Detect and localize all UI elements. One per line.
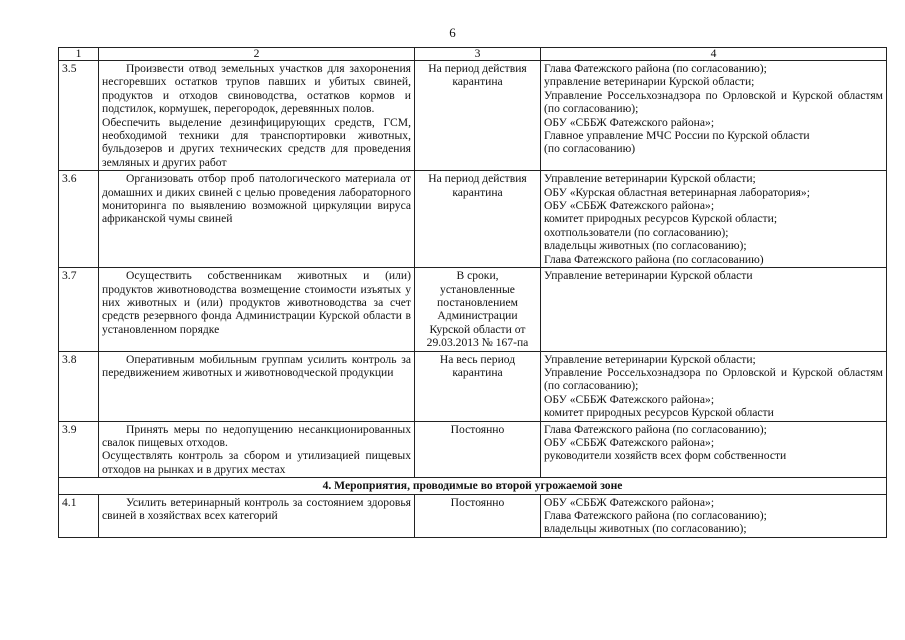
item-responsible	[541, 171, 887, 268]
responsible-line: управление ветеринарии Курской области;	[544, 75, 755, 89]
action-paragraph: Принять меры по недопущению несанкционированных свалок пищевых отходов.	[102, 422, 411, 449]
responsible-line: Глава Фатежского района (по согласованию)	[544, 252, 764, 266]
responsible-line: Главное управление МЧС России по Курской области	[544, 129, 810, 143]
responsible-line: Глава Фатежского района (по согласованию);	[544, 422, 767, 436]
section-title: 4. Мероприятия, проводимые во второй угрожаемой зоне	[59, 478, 887, 494]
item-term: На период действия карантина	[415, 171, 541, 268]
section-heading-row	[59, 478, 887, 494]
item-responsible	[541, 351, 887, 421]
responsible-line: Глава Фатежского района (по согласованию);	[544, 62, 767, 75]
table-row	[59, 171, 887, 268]
responsible-line: владельцы животных (по согласованию);	[544, 522, 747, 536]
responsible-line: ОБУ «СББЖ Фатежского района»;	[544, 495, 715, 509]
table-row	[59, 268, 887, 351]
table-row	[59, 351, 887, 421]
item-responsible	[541, 421, 887, 478]
responsible-line: владельцы животных (по согласованию);	[544, 239, 747, 253]
item-number: 3.8	[59, 351, 99, 421]
responsible-line: Управление ветеринарии Курской области	[544, 269, 753, 283]
measures-table	[58, 47, 887, 538]
responsible-line: комитет природных ресурсов Курской области	[544, 406, 774, 420]
action-paragraph: Обеспечить выделение дезинфицирующих средств, ГСМ, необходимой техники для транспортировки животных, бульдозеров и других технических средств для проведения земляных и других работ	[102, 115, 411, 169]
item-term: В сроки, установленные постановлением Администрации Курской области от 29.03.2013 № 167-па	[415, 268, 541, 351]
responsible-line: (по согласованию)	[544, 142, 636, 156]
action-paragraph: Осуществить собственникам животных и (или) продуктов животноводства возмещение стоимости изъятых у них животных и (или) продуктов животноводства за счет средств резервного фонда Администрации Курской области в установленном порядке	[102, 269, 411, 336]
responsible-line: ОБУ «СББЖ Фатежского района»;	[544, 435, 715, 449]
column-number-2: 2	[99, 48, 415, 61]
item-action	[99, 171, 415, 268]
column-number-4: 4	[541, 48, 887, 61]
action-paragraph: Произвести отвод земельных участков для захоронения несгоревших остатков трупов павших и убитых свиней, продуктов и отходов свиноводства, остатков кормов и подстилок, кормушек, перегородок, деревянных полов.	[102, 62, 411, 116]
responsible-line: Управление Россельхознадзора по Орловской и Курской областям (по согласованию);	[544, 365, 883, 393]
responsible-line: Управление Россельхознадзора по Орловской и Курской областям (по согласованию);	[544, 88, 883, 116]
responsible-line: комитет природных ресурсов Курской области;	[544, 212, 778, 226]
action-paragraph: Усилить ветеринарный контроль за состоянием здоровья свиней в хозяйствах всех категорий	[102, 495, 411, 522]
item-term: На весь период карантина	[415, 351, 541, 421]
responsible-line: ОБУ «СББЖ Фатежского района»;	[544, 199, 715, 213]
table-row	[59, 494, 887, 537]
item-responsible	[541, 268, 887, 351]
responsible-line: охотпользователи (по согласованию);	[544, 225, 729, 239]
item-action	[99, 351, 415, 421]
responsible-line: Управление ветеринарии Курской области;	[544, 352, 756, 366]
responsible-line: руководители хозяйств всех форм собственности	[544, 449, 787, 463]
item-number: 3.6	[59, 171, 99, 268]
item-action	[99, 421, 415, 478]
item-action	[99, 61, 415, 171]
item-action	[99, 494, 415, 537]
item-number: 3.5	[59, 61, 99, 171]
responsible-line: Управление ветеринарии Курской области;	[544, 172, 756, 186]
table-row	[59, 421, 887, 478]
table-row	[59, 61, 887, 171]
responsible-line: ОБУ «СББЖ Фатежского района»;	[544, 392, 715, 406]
column-number-1: 1	[59, 48, 99, 61]
responsible-line: Глава Фатежского района (по согласованию);	[544, 509, 767, 522]
item-number: 3.7	[59, 268, 99, 351]
column-number-row	[59, 48, 887, 61]
item-number: 3.9	[59, 421, 99, 478]
item-responsible	[541, 494, 887, 537]
item-number: 4.1	[59, 494, 99, 537]
responsible-line: ОБУ «СББЖ Фатежского района»;	[544, 115, 715, 129]
item-term: На период действия карантина	[415, 61, 541, 171]
action-paragraph: Организовать отбор проб патологического материала от домашних и диких свиней с целью проведения лабораторного мониторинга по выявлению возможной циркуляции вируса африканской чумы свиней	[102, 172, 411, 226]
item-term: Постоянно	[415, 421, 541, 478]
item-term: Постоянно	[415, 494, 541, 537]
page-number: 6	[449, 25, 456, 40]
action-paragraph: Осуществлять контроль за сбором и утилизацией пищевых отходов на рынках и в других местах	[102, 449, 411, 476]
column-number-3: 3	[415, 48, 541, 61]
action-paragraph: Оперативным мобильным группам усилить контроль за передвижением животных и животноводческой продукции	[102, 352, 411, 379]
item-responsible	[541, 61, 887, 171]
responsible-line: ОБУ «Курская областная ветеринарная лаборатория»;	[544, 185, 810, 199]
item-action	[99, 268, 415, 351]
